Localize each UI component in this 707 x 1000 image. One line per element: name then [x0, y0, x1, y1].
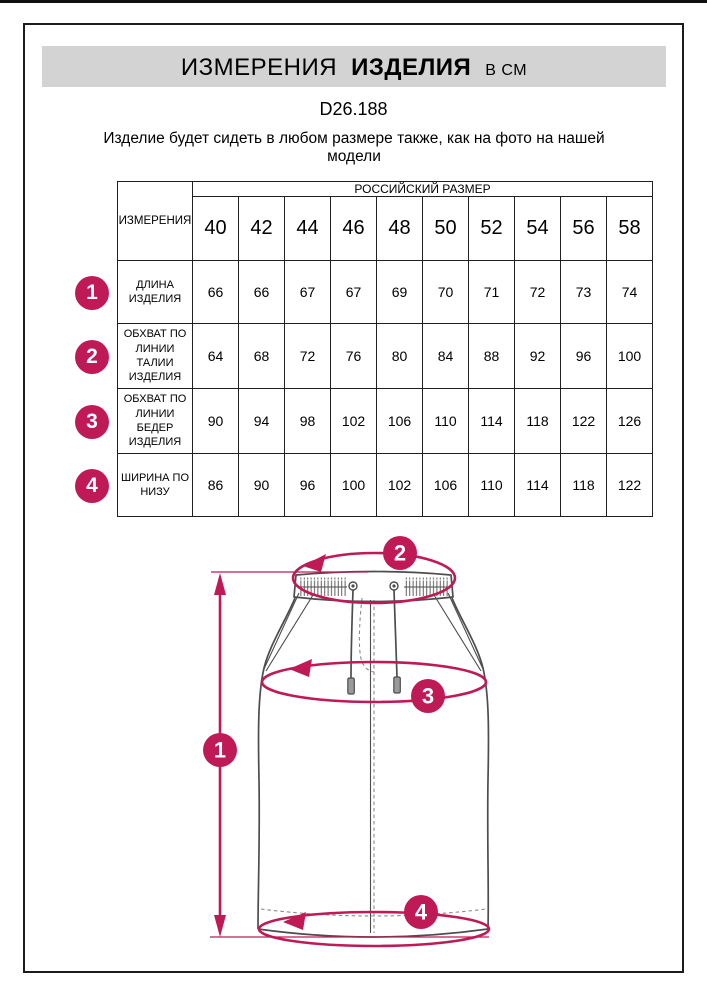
page-top-edge: [0, 0, 707, 3]
measure-value-3-40: 90: [193, 389, 239, 454]
measure-label-4: ШИРИНА ПО НИЗУ: [118, 454, 193, 517]
measure-value-2-48: 80: [377, 324, 423, 389]
arrow-up-icon: [214, 573, 226, 595]
table-header-row-sizes: [118, 197, 653, 261]
measure-value-4-50: 106: [423, 454, 469, 517]
size-table-body: [118, 261, 653, 517]
title-unit-cm: В СМ: [485, 62, 528, 79]
size-col-header-56: 56: [561, 197, 607, 261]
row-number-badge-3: 3: [75, 405, 109, 439]
measure-row-3: [118, 389, 653, 454]
measure-value-1-58: 74: [607, 261, 653, 324]
measure-value-4-44: 96: [285, 454, 331, 517]
measure-value-1-50: 70: [423, 261, 469, 324]
measure-value-1-46: 67: [331, 261, 377, 324]
callout-number-2: 2: [393, 540, 407, 566]
measure-value-2-50: 84: [423, 324, 469, 389]
title-bar: [42, 46, 666, 87]
arrow-left-icon: [283, 912, 306, 930]
measure-label-2: ОБХВАТ ПО ЛИНИИ ТАЛИИ ИЗДЕЛИЯ: [118, 324, 193, 389]
left-pocket-lines: [264, 593, 313, 671]
measure-value-2-56: 96: [561, 324, 607, 389]
measure-row-4: [118, 454, 653, 517]
measurements-corner-label: ИЗМЕРЕНИЯ: [118, 182, 193, 261]
measure-value-1-56: 73: [561, 261, 607, 324]
measure-value-2-54: 92: [515, 324, 561, 389]
skirt-outline: [258, 572, 488, 938]
measure-value-2-46: 76: [331, 324, 377, 389]
right-pocket-lines: [434, 593, 483, 671]
measure-value-4-40: 86: [193, 454, 239, 517]
bottom-width-ellipse: [259, 912, 489, 946]
size-table-head: [118, 182, 653, 261]
size-col-header-50: 50: [423, 197, 469, 261]
callout-number-3: 3: [421, 683, 435, 709]
measure-value-3-54: 118: [515, 389, 561, 454]
size-col-header-54: 54: [515, 197, 561, 261]
drawstring: [348, 582, 401, 694]
size-col-header-58: 58: [607, 197, 653, 261]
measure-value-1-44: 67: [285, 261, 331, 324]
row-number-badge-2: 2: [75, 340, 109, 374]
title-word-product: ИЗДЕЛИЯ: [351, 54, 472, 81]
measure-value-3-46: 102: [331, 389, 377, 454]
callout-number-1: 1: [213, 737, 227, 763]
measure-value-3-48: 106: [377, 389, 423, 454]
measure-value-3-44: 98: [285, 389, 331, 454]
measure-value-4-42: 90: [239, 454, 285, 517]
measure-value-2-52: 88: [469, 324, 515, 389]
measure-value-4-54: 114: [515, 454, 561, 517]
table-header-row-region: [118, 182, 653, 197]
measure-row-2: [118, 324, 653, 389]
measure-value-3-52: 114: [469, 389, 515, 454]
size-table: [117, 181, 653, 517]
measure-value-3-56: 122: [561, 389, 607, 454]
measure-label-1: ДЛИНА ИЗДЕЛИЯ: [118, 261, 193, 324]
measure-value-1-40: 66: [193, 261, 239, 324]
size-col-header-52: 52: [469, 197, 515, 261]
arrow-down-icon: [214, 915, 226, 937]
callout-number-4: 4: [414, 899, 428, 925]
measure-value-2-40: 64: [193, 324, 239, 389]
drawstring-aglet-right: [394, 677, 401, 693]
measure-value-1-52: 71: [469, 261, 515, 324]
measure-value-4-52: 110: [469, 454, 515, 517]
size-col-header-42: 42: [239, 197, 285, 261]
arrow-left-icon: [289, 659, 312, 677]
size-col-header-44: 44: [285, 197, 331, 261]
measure-value-4-56: 118: [561, 454, 607, 517]
size-col-header-46: 46: [331, 197, 377, 261]
size-col-header-48: 48: [377, 197, 423, 261]
title-word-measurements: ИЗМЕРЕНИЯ: [180, 54, 338, 81]
measure-value-1-54: 72: [515, 261, 561, 324]
size-col-header-40: 40: [193, 197, 239, 261]
measure-value-2-42: 68: [239, 324, 285, 389]
fit-note: Изделие будет сидеть в любом размере также, как на фото на нашей модели: [103, 130, 605, 165]
measure-value-1-48: 69: [377, 261, 423, 324]
measure-value-3-58: 126: [607, 389, 653, 454]
skirt-technical-drawing: [195, 530, 505, 955]
measure-value-4-58: 122: [607, 454, 653, 517]
measure-value-2-58: 100: [607, 324, 653, 389]
measure-value-4-46: 100: [331, 454, 377, 517]
russian-size-header: РОССИЙСКИЙ РАЗМЕР: [193, 182, 653, 197]
measure-value-3-50: 110: [423, 389, 469, 454]
row-number-badge-4: 4: [75, 469, 109, 503]
measure-value-4-48: 102: [377, 454, 423, 517]
row-number-badge-1: 1: [75, 276, 109, 310]
hem-edge: [258, 929, 488, 937]
measure-value-3-42: 94: [239, 389, 285, 454]
measure-row-1: [118, 261, 653, 324]
measure-value-2-44: 72: [285, 324, 331, 389]
measure-label-3: ОБХВАТ ПО ЛИНИИ БЕДЕР ИЗДЕЛИЯ: [118, 389, 193, 454]
product-code: D26.188: [319, 99, 388, 119]
measure-value-1-42: 66: [239, 261, 285, 324]
drawstring-aglet-left: [348, 678, 355, 694]
